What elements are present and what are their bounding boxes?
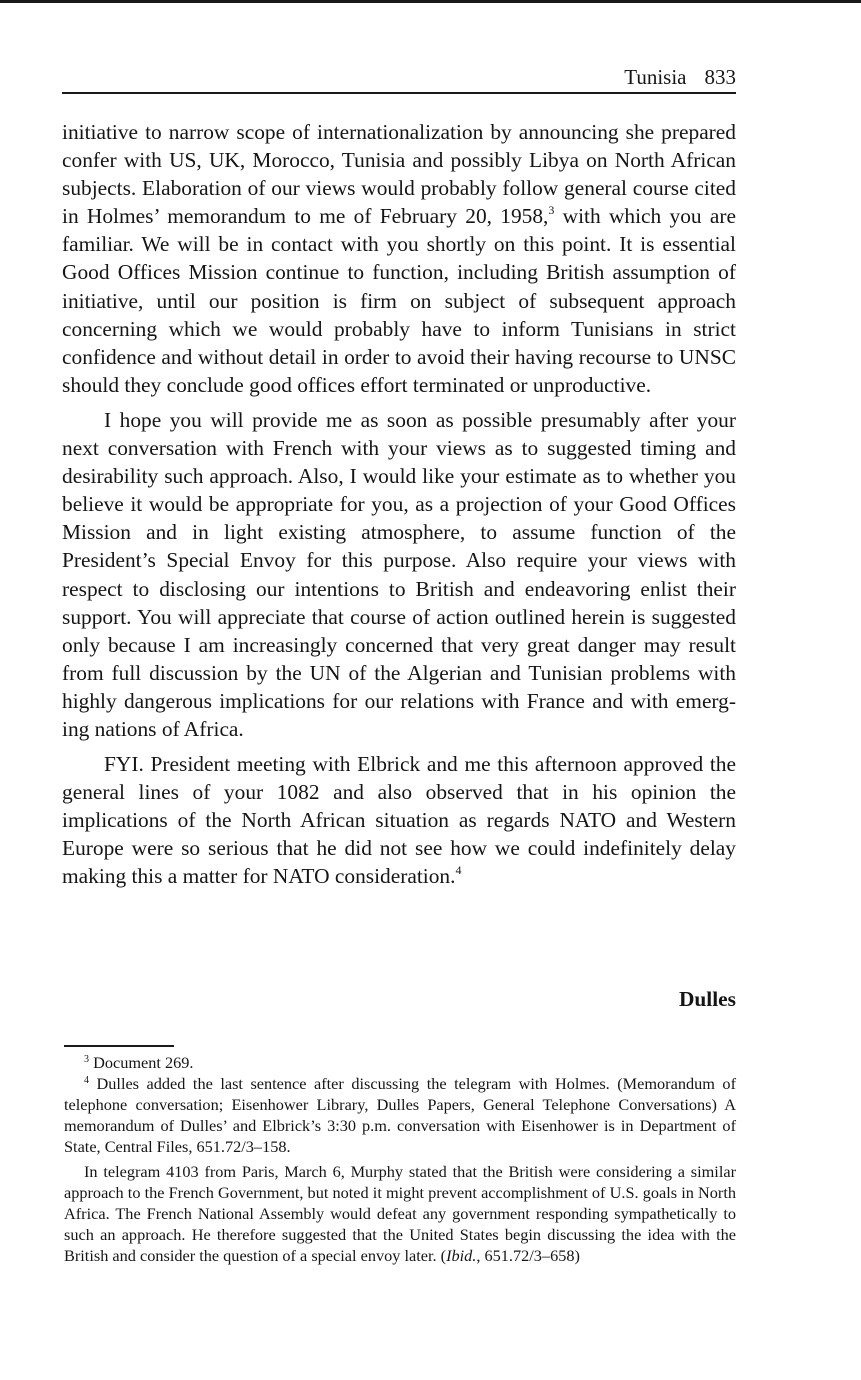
paragraph-3-text: FYI. President meeting with Elbrick and me this afternoon approved the general lines of your 1082 and also observed that in his opinion the implications of the North African situation as regards NATO and Western Europe were so serious that he did not see how we could indefinitely delay making this a matter for NATO consideration. [62,752,736,889]
paragraph-1-continued: with which you are familiar. We will be in contact with you shortly on this point. It is essential Good Offices Mission continue to function, including British assumption of initiative, until our position is firm on subject of subsequent approach concerning which we would probably have to inform Tunisians in strict confidence and without detail in order to avoid their having recourse to UNSC should they conclude good offices effort terminated or unproductive. [62,204,736,397]
footnote-3-marker: 3 [84,1054,89,1065]
footnote-4-continuation-text: In telegram 4103 from Paris, March 6, Murphy stated that the British were considering a similar approach to the French Government, but noted it might prevent accomplishment of U.S. goals in North Africa. The French National Assembly would defeat any government responding sympathetically to such an approach. He therefore suggested that the United States begin discussing the idea with the British and consider the question of a special envoy later. ( [64,1162,736,1265]
page-number: 833 [704,65,736,89]
footnote-divider [64,1045,174,1047]
running-head [62,64,736,94]
footnote-3-text: Document 269. [93,1053,194,1072]
footnote-4 [64,1073,736,1157]
main-text [62,118,736,891]
running-head-title: Tunisia [624,65,687,89]
page-top-edge [0,0,861,3]
footnote-4-marker: 4 [84,1075,89,1086]
footnote-4-ibid: Ibid. [446,1246,477,1265]
footnote-ref-4: 4 [455,863,462,878]
paragraph-1 [62,118,736,399]
signature: Dulles [678,987,736,1011]
paragraph-1-text: initiative to narrow scope of internationalization by announcing she prepared confer with US, UK, Morocco, Tunisia and possibly Libya on North African subjects. Elaboration of our views would probably follow general course cited in Holmes’ memorandum to me of February 20, 1958, [62,120,736,229]
footnotes [64,1052,736,1266]
footnote-4-text: Dulles added the last sentence after discussing the telegram with Holmes. (Memorandum of telephone conversation; Eisenhower Library, Dulles Papers, General Telephone Conversations) A memorandum of Dulles’ and Elbrick’s 3:30 p.m. conversation with Eisenhower is in Department of State, Central Files, 651.72/3–158. [64,1074,736,1156]
paragraph-2: I hope you will provide me as soon as possible presumably after your next conversation with French with your views as to suggested timing and desirability such approach. Also, I would like your estimate as to whether you believe it would be appropriate for you, as a projection of your Good Offices Mission and in light existing atmosphere, to assume function of the President’s Special Envoy for this purpose. Also require your views with respect to disclosing our intentions to British and endeavoring enlist their support. You will appreciate that course of action outlined herein is suggested only because I am increasingly concerned that very great danger may result from full discussion by the UN of the Algerian and Tunisian problems with highly dangerous implications for our relations with France and with emerging nations of Africa. [62,407,736,741]
footnote-3 [64,1052,736,1073]
footnote-ref-3: 3 [548,203,555,218]
footnote-4-continuation [64,1161,736,1266]
paragraph-3 [62,750,736,890]
footnote-4-continuation-end: , 651.72/3–658) [476,1246,580,1265]
